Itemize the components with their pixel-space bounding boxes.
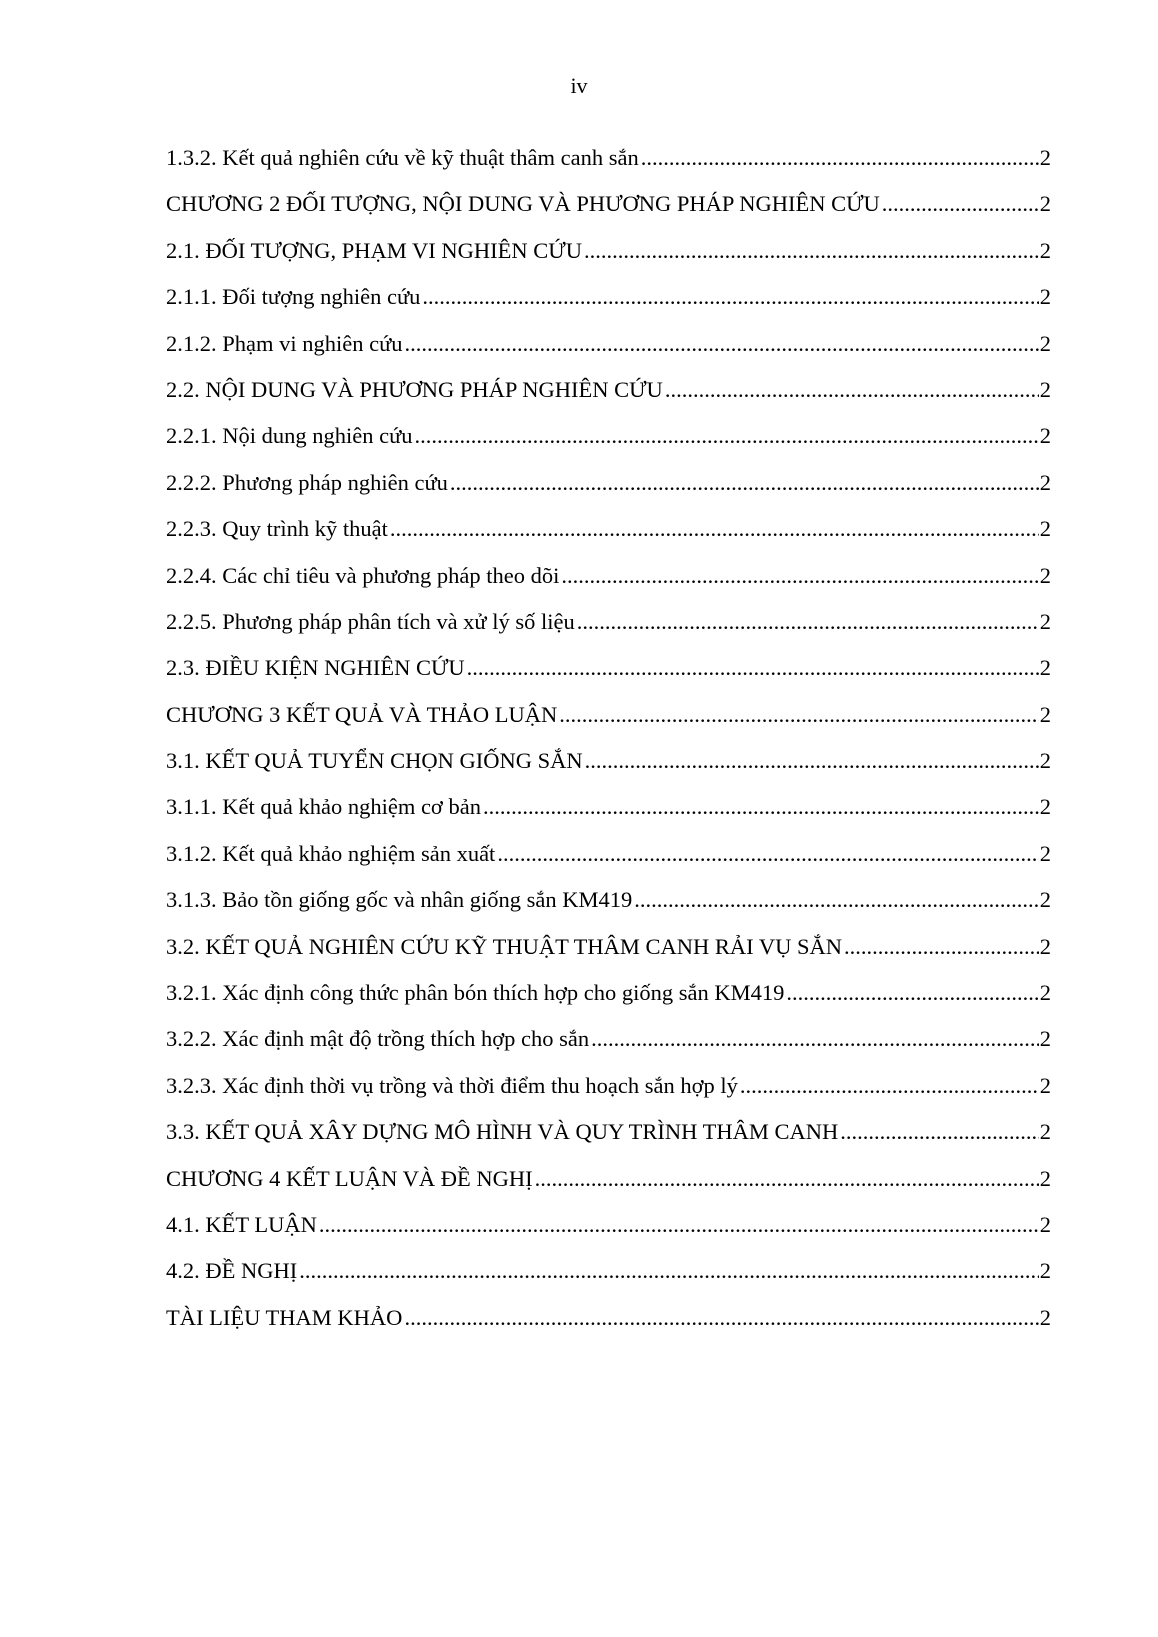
toc-entry-page: 2: [1039, 237, 1051, 263]
toc-leader-dots: [591, 1016, 1039, 1062]
toc-entry-title: 2.2.4. Các chỉ tiêu và phương pháp theo dõi: [166, 562, 560, 588]
toc-entry-title: 4.1. KẾT LUẬN: [166, 1211, 317, 1237]
toc-entry-title: 3.2. KẾT QUẢ NGHIÊN CỨU KỸ THUẬT THÂM CANH RẢI VỤ SẮN: [166, 933, 843, 959]
toc-leader-dots: [584, 228, 1039, 274]
toc-leader-dots: [559, 692, 1039, 738]
toc-entry[interactable]: [166, 877, 1051, 923]
toc-leader-dots: [634, 877, 1039, 923]
toc-leader-dots: [665, 367, 1039, 413]
toc-entry-page: 2: [1039, 1119, 1051, 1145]
toc-leader-dots: [740, 1063, 1039, 1109]
toc-entry-page: 2: [1039, 701, 1051, 727]
toc-leader-dots: [844, 924, 1039, 970]
toc-leader-dots: [483, 784, 1039, 830]
toc-entry[interactable]: [166, 553, 1051, 599]
toc-leader-dots: [585, 738, 1039, 784]
toc-entry-title: 2.1.2. Phạm vi nghiên cứu: [166, 330, 403, 356]
toc-entry[interactable]: [166, 321, 1051, 367]
toc-entry[interactable]: [166, 784, 1051, 830]
toc-leader-dots: [882, 181, 1039, 227]
toc-leader-dots: [577, 599, 1039, 645]
toc-entry-page: 2: [1039, 191, 1051, 217]
toc-entry-page: 2: [1039, 1211, 1051, 1237]
toc-entry-page: 2: [1039, 423, 1051, 449]
toc-entry-page: 2: [1039, 794, 1051, 820]
toc-entry-title: 3.2.2. Xác định mật độ trồng thích hợp cho sắn: [166, 1026, 590, 1052]
toc-entry[interactable]: [166, 970, 1051, 1016]
toc-entry-page: 2: [1039, 608, 1051, 634]
toc-entry[interactable]: [166, 1202, 1051, 1248]
toc-entry-page: 2: [1039, 1304, 1051, 1330]
toc-entry[interactable]: [166, 1016, 1051, 1062]
toc-entry-title: 2.2.3. Quy trình kỹ thuật: [166, 516, 388, 542]
toc-entry-page: 2: [1039, 145, 1051, 170]
toc-entry[interactable]: [166, 738, 1051, 784]
toc-leader-dots: [299, 1248, 1039, 1294]
toc-entry-page: 2: [1039, 655, 1051, 681]
toc-entry-title: CHƯƠNG 4 KẾT LUẬN VÀ ĐỀ NGHỊ: [166, 1165, 533, 1191]
toc-entry[interactable]: [166, 924, 1051, 970]
toc-entry-page: 2: [1039, 840, 1051, 866]
toc-leader-dots: [450, 460, 1039, 506]
toc-leader-dots: [786, 970, 1038, 1016]
toc-entry[interactable]: [166, 1109, 1051, 1155]
toc-leader-dots: [415, 413, 1039, 459]
toc-entry[interactable]: [166, 274, 1051, 320]
toc-entry-title: 3.1.3. Bảo tồn giống gốc và nhân giống sắn KM419: [166, 887, 633, 913]
toc-leader-dots: [561, 553, 1038, 599]
toc-entry-title: 4.2. ĐỀ NGHỊ: [166, 1258, 298, 1284]
toc-entry-page: 2: [1039, 1165, 1051, 1191]
toc-entry[interactable]: [166, 692, 1051, 738]
toc-entry-title: TÀI LIỆU THAM KHẢO: [166, 1304, 403, 1330]
toc-entry-page: 2: [1039, 748, 1051, 774]
toc-entry[interactable]: [166, 1248, 1051, 1294]
toc-entry-title: 1.3.2. Kết quả nghiên cứu về kỹ thuật thâm canh sắn: [166, 145, 639, 170]
toc-entry-page: 2: [1039, 330, 1051, 356]
toc-entry-page: 2: [1039, 562, 1051, 588]
toc-entry-title: 3.2.1. Xác định công thức phân bón thích hợp cho giống sắn KM419: [166, 980, 785, 1006]
toc-entry-title: 2.2. NỘI DUNG VÀ PHƯƠNG PHÁP NGHIÊN CỨU: [166, 376, 663, 402]
toc-entry-page: 2: [1039, 376, 1051, 402]
toc-entry-title: 2.1. ĐỐI TƯỢNG, PHẠM VI NGHIÊN CỨU: [166, 237, 582, 263]
toc-leader-dots: [405, 321, 1039, 367]
toc-entry[interactable]: [166, 599, 1051, 645]
page-number: iv: [570, 73, 588, 98]
toc-entry[interactable]: [166, 506, 1051, 552]
toc-entry-page: 2: [1039, 1026, 1051, 1052]
toc-entry[interactable]: [166, 460, 1051, 506]
toc-entry-title: 3.1.1. Kết quả khảo nghiệm cơ bản: [166, 794, 481, 820]
toc-entry[interactable]: [166, 1156, 1051, 1202]
toc-entry[interactable]: [166, 413, 1051, 459]
toc-entry-title: 3.1.2. Kết quả khảo nghiệm sản xuất: [166, 840, 496, 866]
toc-entry[interactable]: [166, 228, 1051, 274]
toc-entry[interactable]: [166, 1063, 1051, 1109]
toc-entry-page: 2: [1039, 1072, 1051, 1098]
toc-entry-page: 2: [1039, 933, 1051, 959]
toc-entry-title: 2.1.1. Đối tượng nghiên cứu: [166, 284, 421, 310]
toc-entry-title: 3.1. KẾT QUẢ TUYỂN CHỌN GIỐNG SẮN: [166, 748, 583, 774]
toc-leader-dots: [641, 135, 1039, 181]
toc-entry-page: 2: [1039, 469, 1051, 495]
toc-entry-page: 2: [1039, 516, 1051, 542]
toc-leader-dots: [404, 1295, 1038, 1341]
toc-leader-dots: [840, 1109, 1039, 1155]
toc-entry[interactable]: [166, 367, 1051, 413]
toc-leader-dots: [535, 1156, 1039, 1202]
toc-entry-title: CHƯƠNG 2 ĐỐI TƯỢNG, NỘI DUNG VÀ PHƯƠNG PHÁP NGHIÊN CỨU: [166, 191, 880, 217]
toc-entry-page: 2: [1039, 284, 1051, 310]
toc-entry-title: CHƯƠNG 3 KẾT QUẢ VÀ THẢO LUẬN: [166, 701, 558, 727]
toc-entry-page: 2: [1039, 1258, 1051, 1284]
toc-entry[interactable]: [166, 831, 1051, 877]
toc-entry-page: 2: [1039, 887, 1051, 913]
toc-entry-title: 2.2.2. Phương pháp nghiên cứu: [166, 469, 448, 495]
toc-entry[interactable]: [166, 645, 1051, 691]
toc-leader-dots: [467, 645, 1039, 691]
toc-entry-title: 3.3. KẾT QUẢ XÂY DỰNG MÔ HÌNH VÀ QUY TRÌNH THÂM CANH: [166, 1119, 839, 1145]
table-of-contents: [166, 135, 1051, 1341]
toc-entry-page: 2: [1039, 980, 1051, 1006]
toc-entry[interactable]: [166, 135, 1051, 181]
toc-entry-title: 2.2.1. Nội dung nghiên cứu: [166, 423, 413, 449]
toc-entry-title: 3.2.3. Xác định thời vụ trồng và thời điểm thu hoạch sắn hợp lý: [166, 1072, 738, 1098]
toc-entry[interactable]: [166, 1295, 1051, 1341]
toc-entry[interactable]: [166, 181, 1051, 227]
toc-leader-dots: [497, 831, 1038, 877]
toc-entry-title: 2.2.5. Phương pháp phân tích và xử lý số liệu: [166, 608, 575, 634]
toc-entry-title: 2.3. ĐIỀU KIỆN NGHIÊN CỨU: [166, 655, 465, 681]
toc-leader-dots: [319, 1202, 1039, 1248]
toc-leader-dots: [422, 274, 1038, 320]
toc-leader-dots: [390, 506, 1039, 552]
